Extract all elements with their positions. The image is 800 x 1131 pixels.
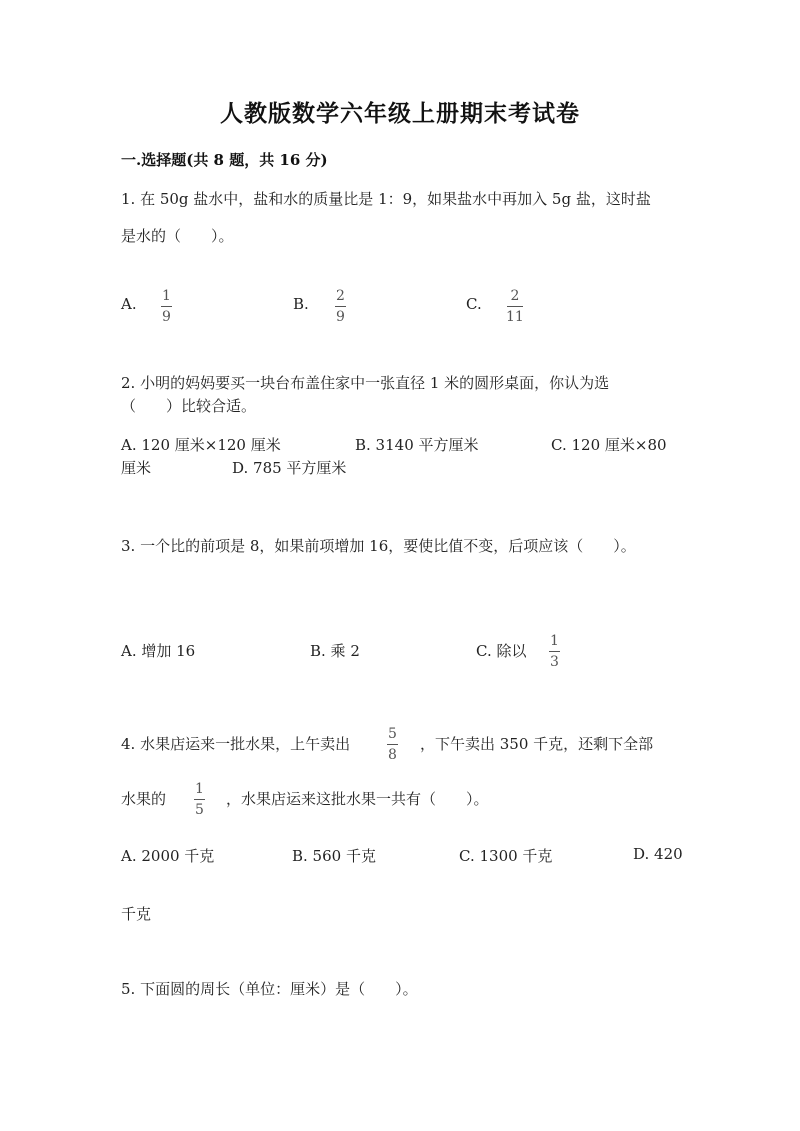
q4-option-b: B. 560 千克 [292,847,376,865]
q4-text-line2-start: 水果的 [121,790,167,808]
q1-option-c-label: C. [466,295,482,313]
q3-option-a: A. 增加 16 [121,642,196,660]
q2-option-b: B. 3140 平方厘米 [355,436,479,454]
section-heading: 一.选择题(共 8 题，共 16 分) [121,151,328,169]
q1-option-b-fraction [335,289,346,324]
numerator: 1 [195,781,204,797]
q4-fraction-remaining [194,782,205,817]
fraction-bar [161,306,172,307]
q4-option-a: A. 2000 千克 [121,847,215,865]
denominator: 9 [162,309,171,325]
numerator: 2 [336,288,345,304]
q4-text-line2-end: ，水果店运来这批水果一共有（ ）。 [226,790,489,808]
q3-option-c: C. 除以 [476,642,527,660]
q1-option-b-label: B. [293,295,309,313]
denominator: 8 [388,747,397,763]
q4-option-d: D. 420 [633,845,683,863]
fraction-bar [507,306,523,307]
denominator: 11 [506,309,524,325]
q2-text-line1: 2. 小明的妈妈要买一块台布盖住家中一张直径 1 米的圆形桌面，你认为选 [121,374,610,392]
q2-option-c: C. 120 厘米×80 [551,436,667,454]
q3-option-b: B. 乘 2 [310,642,360,660]
numerator: 1 [550,633,559,649]
q4-text-line1-end: ，下午卖出 350 千克，还剩下全部 [420,735,654,753]
q2-option-c-continued: 厘米 [121,459,152,477]
numerator: 1 [162,288,171,304]
q2-text-line2: （ ）比较合适。 [121,397,257,415]
q2-option-d: D. 785 平方厘米 [232,459,347,477]
q4-text-line1-start: 4. 水果店运来一批水果，上午卖出 [121,735,351,753]
q3-option-c-fraction [549,634,560,669]
denominator: 9 [336,309,345,325]
fraction-bar [335,306,346,307]
fraction-bar [549,651,560,652]
fraction-bar [194,799,205,800]
q1-option-a-fraction [161,289,172,324]
numerator: 5 [388,726,397,742]
fraction-bar [387,744,398,745]
q1-option-c-fraction [506,289,524,324]
numerator: 2 [510,288,520,304]
q2-option-a: A. 120 厘米×120 厘米 [121,436,281,454]
exam-title: 人教版数学六年级上册期末考试卷 [220,100,580,127]
q5-text-line1: 5. 下面圆的周长（单位：厘米）是（ ）。 [121,980,418,998]
q4-option-d-continued: 千克 [121,905,152,923]
q4-option-c: C. 1300 千克 [459,847,553,865]
denominator: 3 [550,654,559,670]
q1-text-line1: 1. 在 50g 盐水中，盐和水的质量比是 1：9，如果盐水中再加入 5g 盐，这时盐 [121,190,651,208]
q4-fraction-sold-morning [387,727,398,762]
q1-option-a-label: A. [121,295,137,313]
q3-text-line1: 3. 一个比的前项是 8，如果前项增加 16，要使比值不变，后项应该（ ）。 [121,537,636,555]
q1-text-line2: 是水的（ ）。 [121,227,234,245]
denominator: 5 [195,802,204,818]
